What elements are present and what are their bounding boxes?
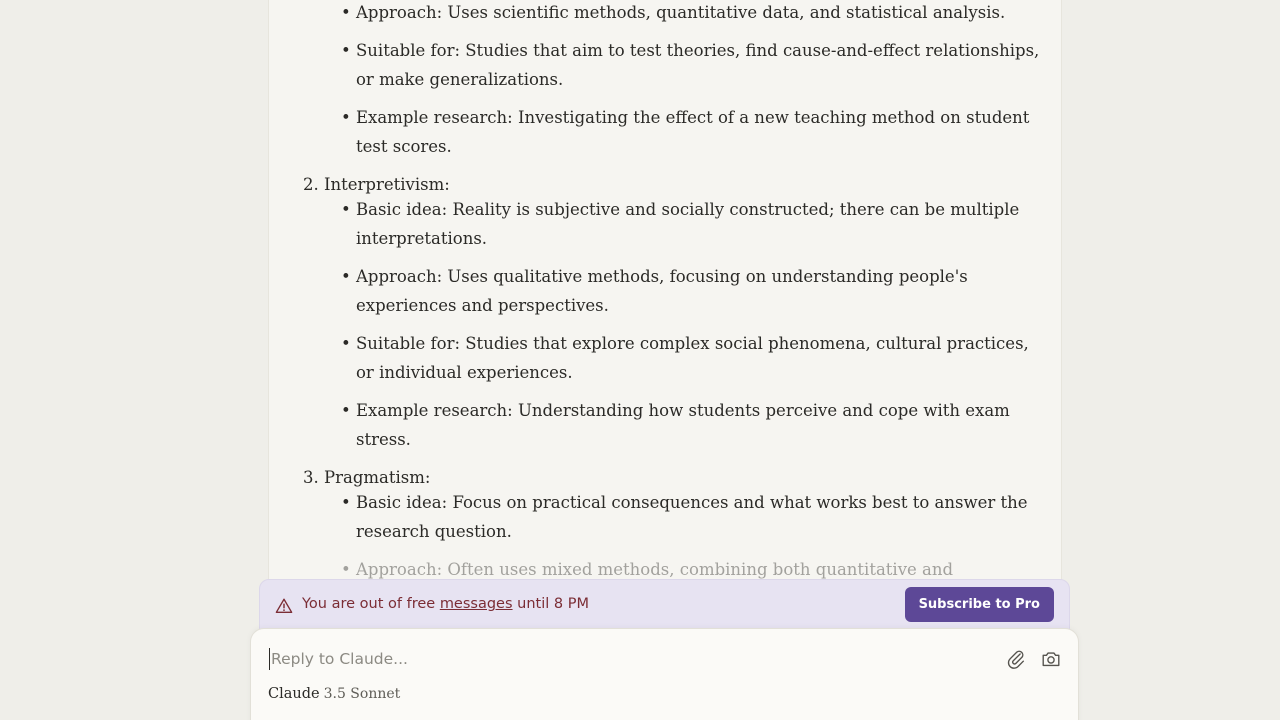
list-item-text: test scores. [356,137,452,156]
list-item [303,195,1076,253]
list-item [303,0,1076,27]
warning-triangle-icon [275,597,293,615]
list-item-text: stress. [356,430,411,449]
list-item-text: Example research: Understanding how students perceive and cope with exam [356,401,1010,420]
bullet-icon: • [341,200,351,219]
subscribe-to-pro-button[interactable]: Subscribe to Pro [905,587,1054,622]
usage-limit-suffix: until 8 PM [512,596,589,612]
bullet-icon: • [341,267,351,286]
usage-limit-banner [259,579,1070,631]
paperclip-icon[interactable] [1005,648,1027,670]
reply-composer [250,628,1079,720]
list-item [303,329,1076,387]
list-item-text: Approach: Often uses mixed methods, combining both quantitative and [356,560,954,579]
section-number: 3. [303,468,319,487]
section-title: Pragmatism: [324,468,431,487]
list-item-text: Example research: Investigating the effect of a new teaching method on student [356,108,1030,127]
camera-icon[interactable] [1040,648,1062,670]
list-item-text: research question. [356,522,512,541]
usage-limit-text [302,596,589,612]
list-item-text: or individual experiences. [356,363,573,382]
list-item-text: Basic idea: Reality is subjective and socially constructed; there can be multiple [356,200,1020,219]
bullet-icon: • [341,3,351,22]
list-item [303,262,1076,320]
bullet-icon: • [341,401,351,420]
model-version: 3.5 Sonnet [323,686,401,702]
list-item [303,396,1076,454]
section-number: 2. [303,175,319,194]
messages-link[interactable]: messages [439,596,513,612]
list-item-text: Approach: Uses qualitative methods, focusing on understanding people's [356,267,968,286]
bullet-icon: • [341,560,351,579]
list-item-text: Suitable for: Studies that aim to test theories, find cause-and-effect relationships, [356,41,1040,60]
list-item [303,488,1076,546]
model-selector[interactable] [268,686,400,702]
section-title: Interpretivism: [324,175,450,194]
usage-limit-prefix: You are out of free [302,596,440,612]
bullet-icon: • [341,334,351,353]
list-item-text: interpretations. [356,229,488,248]
model-name: Claude [268,686,320,702]
list-item [303,103,1076,161]
list-item-text: Approach: Uses scientific methods, quantitative data, and statistical analysis. [356,3,1006,22]
reply-input[interactable] [269,648,971,670]
list-item [303,36,1076,94]
list-item-text: Basic idea: Focus on practical consequences and what works best to answer the [356,493,1028,512]
list-item-text: Suitable for: Studies that explore complex social phenomena, cultural practices, [356,334,1029,353]
bullet-icon: • [341,493,351,512]
bullet-icon: • [341,108,351,127]
list-item-text: experiences and perspectives. [356,296,609,315]
bullet-icon: • [341,41,351,60]
list-item-text: or make generalizations. [356,70,564,89]
